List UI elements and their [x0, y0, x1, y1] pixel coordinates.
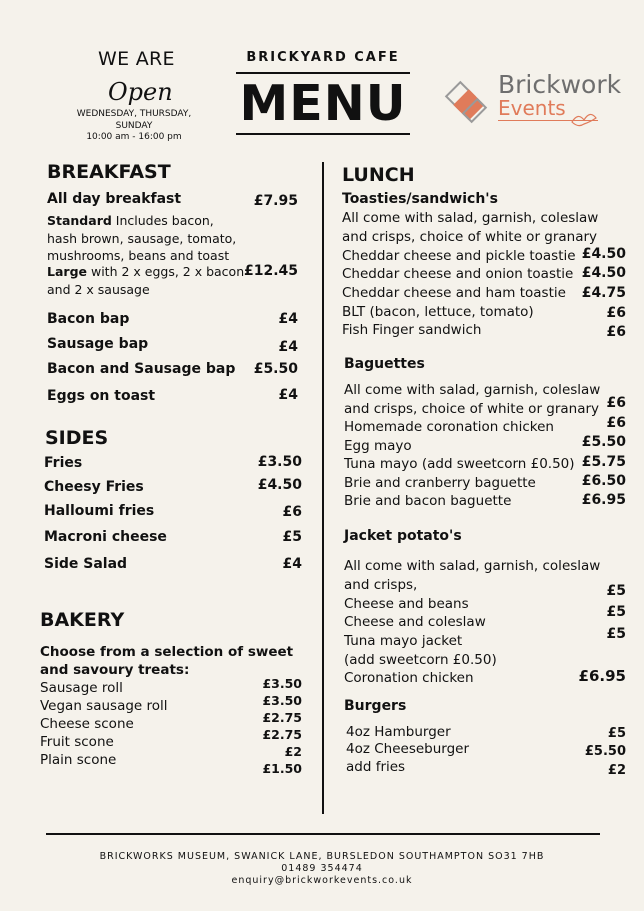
menu-item-name: Plain scone — [40, 752, 117, 768]
menu-item-name: Cheese and coleslaw — [344, 614, 486, 630]
menu-item-name: Egg mayo — [344, 438, 412, 454]
baguettes-intro: and crisps, choice of white or granary — [344, 401, 600, 417]
menu-item-name: Sausage bap — [47, 336, 149, 352]
menu-item-name: Fries — [44, 455, 83, 471]
jacket-intro: All come with salad, garnish, coleslaw — [344, 558, 601, 574]
menu-item-name: Fish Finger sandwich — [342, 322, 482, 338]
menu-item-name: 4oz Hamburger — [346, 724, 451, 740]
menu-item-name: Fruit scone — [40, 734, 114, 750]
menu-item-price: £5.75 — [581, 454, 626, 470]
brickwork-logo-icon — [438, 76, 498, 128]
menu-item-price: £6 — [606, 324, 626, 340]
toasties-intro: All come with salad, garnish, coleslaw — [342, 210, 599, 226]
menu-item-name: Cheese scone — [40, 716, 134, 732]
footer-email: enquiry@brickworkevents.co.uk — [231, 875, 413, 886]
menu-item-note: (add sweetcorn £0.50) — [344, 652, 497, 668]
menu-item-price: £5.50 — [253, 361, 298, 377]
menu-item-price: £2.75 — [262, 727, 302, 742]
menu-item-name: Sausage roll — [40, 680, 123, 696]
large-breakfast-desc: Large with 2 x eggs, 2 x bacon and 2 x sausage — [47, 264, 245, 297]
menu-item-price: £4.50 — [581, 265, 626, 281]
menu-item-price: £3.50 — [262, 693, 302, 708]
jacket-intro: and crisps, — [344, 577, 418, 593]
menu-item-price: £4.50 — [257, 477, 302, 493]
menu-title: MENU — [239, 75, 407, 132]
menu-item-name: Homemade coronation chicken — [344, 419, 554, 435]
menu-item-price: £4.50 — [581, 246, 626, 262]
menu-item-price: £5.50 — [581, 434, 626, 450]
menu-item-name: Cheddar cheese and pickle toastie — [342, 248, 576, 264]
menu-item-name: Eggs on toast — [47, 388, 156, 404]
menu-item-price: £5.50 — [584, 744, 626, 759]
brand-name-line2: Events — [498, 96, 566, 120]
menu-item-price: £6 — [282, 504, 302, 520]
menu-item-name: Cheddar cheese and onion toastie — [342, 266, 574, 282]
menu-item-price: £4 — [278, 311, 298, 327]
menu-item-price: £6 — [606, 395, 626, 411]
menu-item-price: £3.50 — [257, 454, 302, 470]
menu-item-price: £5 — [607, 726, 626, 741]
menu-item-name: Bacon and Sausage bap — [47, 361, 236, 377]
open-script: Open — [108, 78, 173, 106]
footer-rule — [46, 833, 600, 835]
menu-item-name: add fries — [346, 759, 406, 775]
title-rule-top — [236, 72, 410, 74]
all-day-breakfast-price: £7.95 — [253, 193, 298, 209]
menu-item-price: £2.75 — [262, 710, 302, 725]
sides-heading: SIDES — [45, 427, 109, 449]
title-rule-bottom — [236, 133, 410, 135]
menu-item-price: £6 — [606, 305, 626, 321]
menu-item-price: £1.50 — [262, 761, 302, 776]
column-divider — [322, 162, 324, 814]
menu-item-price: £6.95 — [578, 667, 626, 685]
large-breakfast-price: £12.45 — [243, 263, 298, 279]
menu-item-price: £6 — [606, 415, 626, 431]
we-are-text: WE ARE — [98, 48, 175, 70]
bakery-intro: Choose from a selection of sweet and savoury treats: — [40, 644, 294, 678]
menu-item-name: Bacon bap — [47, 311, 130, 327]
menu-item-price: £4 — [278, 387, 298, 403]
menu-item-price: £2 — [607, 763, 626, 778]
brand-name-line1: Brickwork — [498, 70, 622, 99]
toasties-heading: Toasties/sandwich's — [342, 191, 498, 207]
menu-item-name: Cheddar cheese and ham toastie — [342, 285, 566, 301]
footer-phone: 01489 354474 — [281, 863, 363, 874]
menu-item-price: £5 — [606, 604, 626, 620]
menu-item-price: £5 — [282, 529, 302, 545]
jacket-heading: Jacket potato's — [344, 528, 462, 544]
menu-item-price: £5 — [606, 583, 626, 599]
menu-item-name: Coronation chicken — [344, 670, 474, 686]
breakfast-heading: BREAKFAST — [47, 161, 171, 183]
lunch-heading: LUNCH — [342, 164, 415, 186]
flower-icon — [568, 108, 600, 130]
menu-item-name: Macroni cheese — [44, 529, 167, 545]
menu-item-name: Side Salad — [44, 556, 128, 572]
menu-item-price: £3.50 — [262, 676, 302, 691]
all-day-breakfast-name: All day breakfast — [47, 191, 182, 207]
menu-item-name: Brie and bacon baguette — [344, 493, 512, 509]
baguettes-intro: All come with salad, garnish, coleslaw — [344, 382, 601, 398]
menu-item-name: Cheese and beans — [344, 596, 469, 612]
menu-item-price: £2 — [284, 744, 302, 759]
menu-item-price: £4.75 — [581, 285, 626, 301]
menu-item-name: Brie and cranberry baguette — [344, 475, 536, 491]
baguettes-heading: Baguettes — [344, 356, 425, 372]
opening-hours: 10:00 am - 16:00 pm — [86, 132, 182, 142]
menu-item-name: Cheesy Fries — [44, 479, 144, 495]
burgers-heading: Burgers — [344, 698, 407, 714]
menu-item-price: £4 — [278, 339, 298, 355]
menu-item-name: Halloumi fries — [44, 503, 155, 519]
bakery-heading: BAKERY — [40, 609, 125, 631]
menu-item-price: £4 — [282, 556, 302, 572]
menu-item-price: £6.95 — [581, 492, 626, 508]
toasties-intro: and crisps, choice of white or granary — [342, 229, 598, 245]
menu-item-name: 4oz Cheeseburger — [346, 741, 470, 757]
menu-item-name: BLT (bacon, lettuce, tomato) — [342, 304, 534, 320]
menu-item-name: Tuna mayo jacket — [344, 633, 463, 649]
cafe-name: BRICKYARD CAFE — [246, 50, 400, 65]
menu-item-price: £6.50 — [581, 473, 626, 489]
menu-item-name: Tuna mayo (add sweetcorn £0.50) — [344, 456, 575, 472]
footer-address: BRICKWORKS MUSEUM, SWANICK LANE, BURSLEDON SOUTHAMPTON SO31 7HB — [99, 851, 545, 862]
menu-item-name: Vegan sausage roll — [40, 698, 168, 714]
opening-days: WEDNESDAY, THURSDAY, SUNDAY — [76, 109, 192, 131]
standard-breakfast-desc: Standard Includes bacon, hash brown, sausage, tomato, mushrooms, beans and toast — [47, 213, 237, 263]
menu-item-price: £5 — [606, 626, 626, 642]
